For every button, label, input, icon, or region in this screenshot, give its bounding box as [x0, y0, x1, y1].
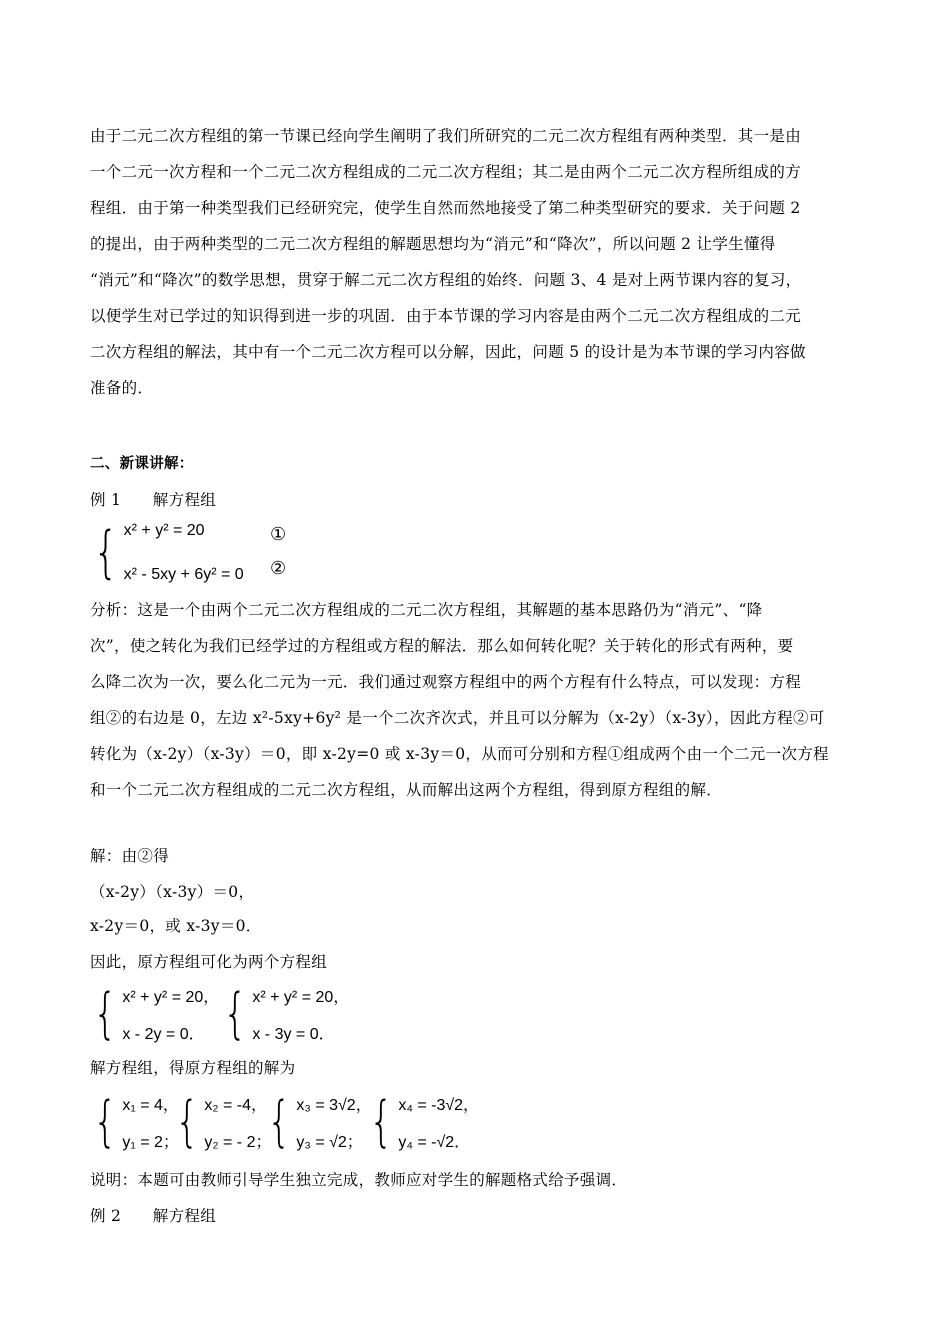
solution-4-x: x₄ = -3√2， [398, 1097, 480, 1114]
brace-icon: { [267, 1090, 292, 1153]
solution-split: 因此，原方程组可化为两个方程组 [90, 953, 328, 971]
system-b [218, 984, 367, 1044]
intro-line: 由于二元二次方程组的第一节课已经向学生阐明了我们所研究的二元二次方程组有两种类型．其一是由 [90, 127, 802, 145]
brace-icon: { [369, 1090, 394, 1153]
system-b-eq2: x - 3y = 0． [252, 1026, 335, 1043]
system-b-eq1: x² + y² = 20， [252, 989, 350, 1006]
intro-line: 程组．由于第一种类型我们已经研究完，使学生自然而然地接受了第二种类型研究的要求．关于问题 2 [90, 199, 801, 217]
example1-system [88, 522, 289, 584]
solution-factored: （x-2y）（x-3y）＝0， [90, 883, 255, 901]
example2-label: 例 2 解方程组 [90, 1207, 216, 1225]
analysis-line: 组②的右边是 0，左边 x²-5xy+6y² 是一个二次齐次式，并且可以分解为（x-2y）（x-3y），因此方程②可 [90, 709, 825, 727]
brace-icon: { [223, 982, 248, 1045]
intro-line: 一个二元一次方程和一个二元二次方程组成的二元二次方程组；其二是由两个二元二次方程所组成的方 [90, 163, 802, 181]
solution-1-y: y₁ = 2； [122, 1134, 179, 1151]
solution-3-y: y₃ = √2； [296, 1134, 363, 1151]
system-a [88, 984, 237, 1044]
brace-icon: { [93, 520, 119, 585]
circled-one-mark: ① [270, 524, 287, 545]
analysis-line: 和一个二元二次方程组成的二元二次方程组，从而解出这两个方程组，得到原方程组的解． [90, 781, 723, 799]
solution-2-x: x₂ = -4， [204, 1097, 268, 1114]
analysis-line: 分析：这是一个由两个二元二次方程组成的二元二次方程组，其解题的基本思路仍为“消元”、“降 [90, 601, 763, 619]
system-a-eq2: x - 2y = 0． [122, 1026, 205, 1043]
analysis-line: 次”，使之转化为我们已经学过的方程组或方程的解法．那么如何转化呢？关于转化的形式有两种，要 [90, 637, 794, 655]
solution-4-y: y₄ = -√2． [398, 1134, 471, 1151]
analysis-line: 转化为（x-2y）（x-3y）＝0，即 x-2y=0 或 x-3y＝0，从而可分别和方程①组成两个由一个二元一次方程 [90, 745, 829, 763]
intro-line: 二次方程组的解法，其中有一个二元二次方程可以分解，因此，问题 5 的设计是为本节课的学习内容做 [90, 343, 806, 361]
intro-paragraph [90, 118, 870, 406]
analysis-line: 么降二次为一次，要么化二元为一元．我们通过观察方程组中的两个方程有什么特点，可以发现：方程 [90, 673, 802, 691]
analysis-paragraph [90, 592, 870, 808]
solution-1-x: x₁ = 4， [122, 1097, 179, 1114]
brace-icon: { [93, 982, 118, 1045]
solution-cases: x-2y＝0，或 x-3y＝0． [90, 917, 262, 935]
intro-line: “消元”和“降次”的数学思想，贯穿于解二元二次方程组的始终．问题 3、4 是对上两节课内容的复习， [90, 271, 802, 289]
brace-icon: { [175, 1090, 200, 1153]
example1-label: 例 1 解方程组 [90, 491, 216, 509]
intro-line: 以便学生对已学过的知识得到进一步的巩固．由于本节课的学习内容是由两个二元二次方程组成的二元 [90, 307, 802, 325]
solution-2-y: y₂ = - 2； [204, 1134, 272, 1151]
intro-line: 准备的． [90, 379, 154, 397]
solution-set-4 [364, 1092, 498, 1152]
system-a-eq1: x² + y² = 20， [122, 989, 220, 1006]
circled-two-mark: ② [270, 558, 287, 579]
intro-line: 的提出，由于两种类型的二元二次方程组的解题思想均为“消元”和“降次”，所以问题 2 让学生懂得 [90, 235, 776, 253]
solution-intro: 解：由②得 [90, 847, 170, 865]
solution-result-intro: 解方程组，得原方程组的解为 [90, 1059, 296, 1077]
equation-2: x² - 5xy + 6y² = 0 [123, 566, 244, 583]
equation-1: x² + y² = 20 [123, 522, 205, 539]
section-heading: 二、新课讲解： [90, 456, 194, 472]
brace-icon: { [93, 1090, 118, 1153]
note-text: 说明：本题可由教师引导学生独立完成，教师应对学生的解题格式给予强调． [90, 1171, 628, 1189]
solution-3-x: x₃ = 3√2， [296, 1097, 372, 1114]
